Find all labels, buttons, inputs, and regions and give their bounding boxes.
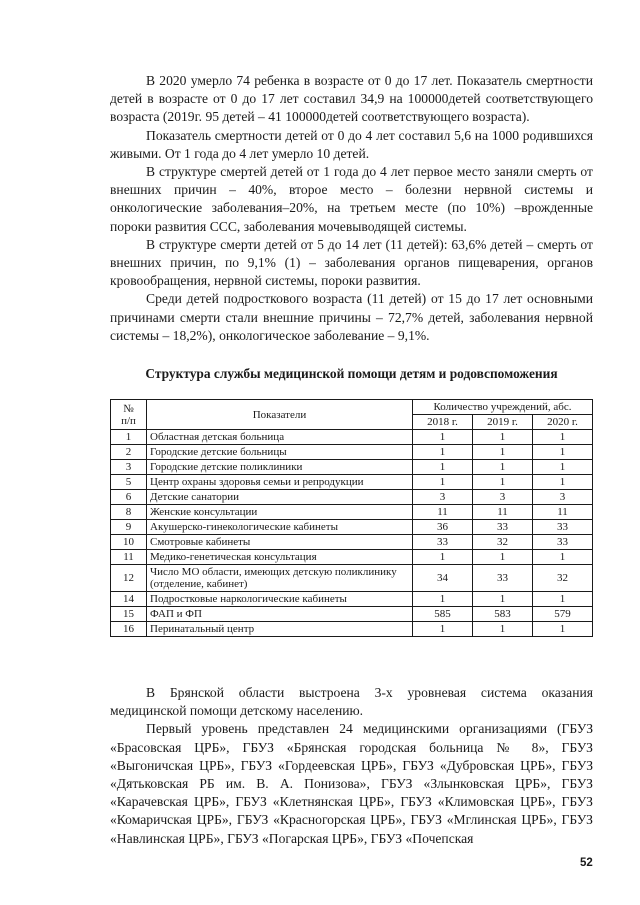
row-value-2018: 1 — [413, 475, 473, 490]
medical-services-table — [110, 399, 593, 637]
row-number: 12 — [111, 565, 147, 592]
row-value-2019: 1 — [473, 460, 533, 475]
table-body — [111, 430, 593, 637]
row-value-2020: 33 — [533, 535, 593, 550]
paragraph: Первый уровень представлен 24 медицинскими организациями (ГБУЗ «Брасовская ЦРБ», ГБУЗ «Брянская городская больница № 8», ГБУЗ «Выгоничская ЦРБ», ГБУЗ «Гордеевская ЦРБ», ГБУЗ «Дубровская ЦРБ», ГБУЗ «Дятьковская РБ им. В. А. Понизова», ГБУЗ «Злынковская ЦРБ», ГБУЗ «Карачевская ЦРБ», ГБУЗ «Клетнянская ЦРБ», ГБУЗ «Климовская ЦРБ», ГБУЗ «Комаричская ЦРБ», ГБУЗ «Красногорская ЦРБ», ГБУЗ «Мглинская ЦРБ», ГБУЗ «Навлинская ЦРБ», ГБУЗ «Погарская ЦРБ», ГБУЗ «Почепская — [110, 721, 593, 846]
row-number: 6 — [111, 490, 147, 505]
row-number: 15 — [111, 607, 147, 622]
row-value-2019: 583 — [473, 607, 533, 622]
row-indicator: Городские детские поликлиники — [147, 460, 413, 475]
row-value-2020: 1 — [533, 622, 593, 637]
table-row — [111, 592, 593, 607]
table-row — [111, 505, 593, 520]
row-value-2020: 1 — [533, 592, 593, 607]
paragraph: Показатель смертности детей от 0 до 4 лет составил 5,6 на 1000 родившихся живыми. От 1 года до 4 лет умерло 10 детей. — [110, 127, 593, 161]
row-value-2020: 1 — [533, 550, 593, 565]
row-value-2020: 11 — [533, 505, 593, 520]
row-indicator: Центр охраны здоровья семьи и репродукции — [147, 475, 413, 490]
row-number: 8 — [111, 505, 147, 520]
row-number: 5 — [111, 475, 147, 490]
row-number: 1 — [111, 430, 147, 445]
row-number: 9 — [111, 520, 147, 535]
header-indicator: Показатели — [147, 400, 413, 430]
row-value-2019: 1 — [473, 475, 533, 490]
row-indicator: Городские детские больницы — [147, 445, 413, 460]
row-value-2018: 34 — [413, 565, 473, 592]
row-value-2018: 1 — [413, 430, 473, 445]
table-row — [111, 475, 593, 490]
paragraph: В Брянской области выстроена 3-х уровневая система оказания медицинской помощи детскому населению. — [110, 685, 593, 719]
table-row — [111, 430, 593, 445]
row-number: 14 — [111, 592, 147, 607]
row-indicator: Число МО области, имеющих детскую поликлинику (отделение, кабинет) — [147, 565, 413, 592]
table-header-row — [111, 400, 593, 415]
paragraph: В структуре смертей детей от 1 года до 4 лет первое место заняли смерть от внешних причин – 40%, второе место – болезни нервной системы и онкологические заболевания–20%, на третьем месте (по 10%) –врожденные пороки развития ССС, заболевания мочевыводящей системы. — [110, 164, 593, 234]
row-value-2019: 11 — [473, 505, 533, 520]
header-year: 2019 г. — [473, 415, 533, 430]
row-value-2020: 1 — [533, 475, 593, 490]
row-value-2019: 1 — [473, 445, 533, 460]
table-title: Структура службы медицинской помощи детям и родовспоможения — [145, 366, 558, 381]
row-value-2019: 3 — [473, 490, 533, 505]
table-row — [111, 550, 593, 565]
row-value-2019: 32 — [473, 535, 533, 550]
row-indicator: ФАП и ФП — [147, 607, 413, 622]
row-value-2020: 3 — [533, 490, 593, 505]
page-number: 52 — [580, 857, 593, 869]
row-value-2019: 33 — [473, 520, 533, 535]
table-row — [111, 565, 593, 592]
row-indicator: Медико-генетическая консультация — [147, 550, 413, 565]
header-count-group: Количество учреждений, абс. — [413, 400, 593, 415]
row-number: 10 — [111, 535, 147, 550]
row-value-2019: 1 — [473, 592, 533, 607]
row-value-2019: 33 — [473, 565, 533, 592]
row-value-2018: 1 — [413, 622, 473, 637]
row-value-2020: 33 — [533, 520, 593, 535]
row-value-2020: 1 — [533, 445, 593, 460]
table-row — [111, 445, 593, 460]
row-value-2018: 33 — [413, 535, 473, 550]
row-indicator: Перинатальный центр — [147, 622, 413, 637]
row-value-2019: 1 — [473, 622, 533, 637]
row-value-2018: 585 — [413, 607, 473, 622]
header-year: 2020 г. — [533, 415, 593, 430]
row-value-2020: 32 — [533, 565, 593, 592]
table-row — [111, 520, 593, 535]
row-value-2019: 1 — [473, 550, 533, 565]
row-indicator: Подростковые наркологические кабинеты — [147, 592, 413, 607]
table-row — [111, 490, 593, 505]
row-indicator: Женские консультации — [147, 505, 413, 520]
table-row — [111, 607, 593, 622]
mortality-paragraphs — [110, 72, 593, 345]
header-year: 2018 г. — [413, 415, 473, 430]
row-number: 11 — [111, 550, 147, 565]
row-value-2018: 1 — [413, 460, 473, 475]
row-value-2018: 36 — [413, 520, 473, 535]
table-row — [111, 622, 593, 637]
paragraph: В структуре смерти детей от 5 до 14 лет (11 детей): 63,6% детей – смерть от внешних причин, по 9,1% (1) – заболевания органов пищеварения, органов кровообращения, нервной системы, пороки развития. — [110, 236, 593, 289]
row-number: 3 — [111, 460, 147, 475]
table-row — [111, 535, 593, 550]
row-value-2020: 579 — [533, 607, 593, 622]
table-row — [111, 460, 593, 475]
paragraph: В 2020 умерло 74 ребенка в возрасте от 0 до 17 лет. Показатель смертности детей в возрасте от 0 до 17 лет составил 34,9 на 100000детей соответствующего возраста (2019г. 95 детей – 41 100000детей соответствующего возраста). — [110, 73, 593, 125]
row-value-2018: 1 — [413, 445, 473, 460]
row-value-2018: 11 — [413, 505, 473, 520]
row-value-2018: 1 — [413, 592, 473, 607]
row-value-2019: 1 — [473, 430, 533, 445]
row-indicator: Акушерско-гинекологические кабинеты — [147, 520, 413, 535]
row-value-2020: 1 — [533, 460, 593, 475]
care-system-paragraphs — [110, 684, 593, 848]
row-indicator: Детские санатории — [147, 490, 413, 505]
row-value-2020: 1 — [533, 430, 593, 445]
row-number: 2 — [111, 445, 147, 460]
paragraph: Среди детей подросткового возраста (11 детей) от 15 до 17 лет основными причинами смерти стали внешние причины – 72,7% детей, заболевания нервной системы – 18,2%), онкологическое заболевание – 9,1%. — [110, 291, 593, 343]
row-indicator: Смотровые кабинеты — [147, 535, 413, 550]
row-number: 16 — [111, 622, 147, 637]
row-indicator: Областная детская больница — [147, 430, 413, 445]
row-value-2018: 1 — [413, 550, 473, 565]
header-number: № п/п — [111, 400, 147, 430]
row-value-2018: 3 — [413, 490, 473, 505]
